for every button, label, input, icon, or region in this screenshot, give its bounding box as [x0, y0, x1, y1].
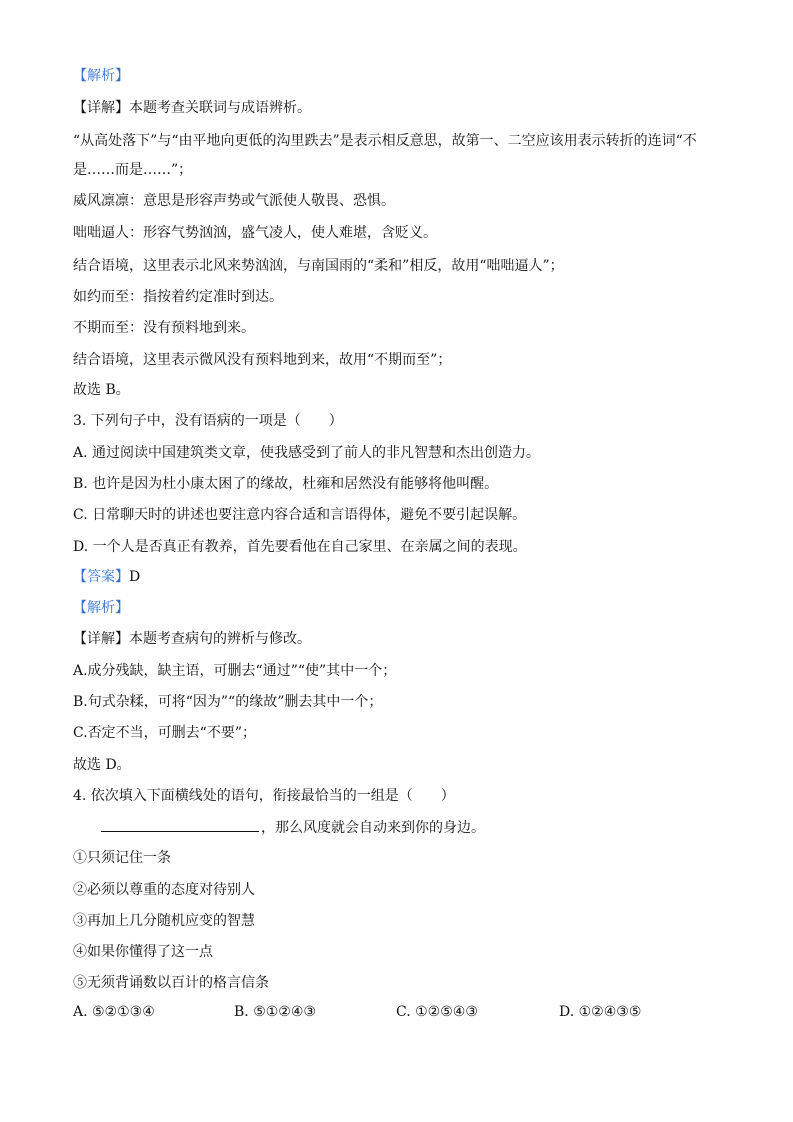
sentence-item-5: ⑤无须背诵数以百计的格言信条	[73, 975, 269, 991]
question-3-option-d: D. 一个人是否真正有教养，首先要看他在自己家里、在亲属之间的表现。	[73, 539, 527, 555]
question-4-option-a: A. ⑤②①③④	[73, 1004, 155, 1020]
sentence-item-1: ①只须记住一条	[73, 850, 171, 866]
sentence-item-2: ②必须以尊重的态度对待别人	[73, 882, 255, 898]
question-3-option-b: B. 也许是因为杜小康太困了的缘故，杜雍和居然没有能够将他叫醒。	[73, 476, 499, 492]
context-explanation: 结合语境，这里表示微风没有预料地到来，故用“不期而至”；	[73, 352, 452, 368]
question-4-options	[73, 1002, 713, 1022]
detail-line: 【详解】本题考查关联词与成语辨析。	[73, 100, 311, 116]
fill-blank-line	[101, 817, 259, 832]
answer-tag: 【答案】	[73, 569, 129, 585]
question-3-option-a: A. 通过阅读中国建筑类文章，使我感受到了前人的非凡智慧和杰出创造力。	[73, 445, 541, 461]
sentence-item-3: ③再加上几分随机应变的智慧	[73, 913, 255, 929]
fill-blank-sentence: ，那么风度就会自动来到你的身边。	[101, 817, 485, 838]
idiom-definition: 如约而至：指按着约定准时到达。	[73, 289, 283, 305]
idiom-definition: 咄咄逼人：形容气势汹汹，盛气凌人，使人难堪，含贬义。	[73, 225, 437, 241]
explanation-line: “从高处落下”与“由平地向更低的沟里跌去”是表示相反意思，故第一、二空应该用表示转折的连词“不	[73, 133, 697, 149]
question-4-option-c: C. ①②⑤④③	[396, 1004, 478, 1020]
question-4-option-d: D. ①②④③⑤	[559, 1004, 642, 1020]
question-4-option-b: B. ⑤①②④③	[234, 1004, 316, 1020]
detail-line: 【详解】本题考查病句的辨析与修改。	[73, 631, 311, 647]
analysis-item-c: C.否定不当，可删去“不要”；	[73, 725, 256, 741]
analysis-heading: 【解析】	[73, 600, 129, 616]
analysis-item-a: A.成分残缺，缺主语，可删去“通过”“使”其中一个；	[73, 663, 397, 679]
idiom-definition: 不期而至：没有预料地到来。	[73, 320, 255, 336]
analysis-heading: 【解析】	[73, 68, 129, 84]
context-explanation: 结合语境，这里表示北风来势汹汹，与南国雨的“柔和”相反，故用“咄咄逼人”；	[73, 258, 564, 274]
answer-line	[73, 567, 140, 587]
question-3-option-c: C. 日常聊天时的讲述也要注意内容合适和言语得体，避免不要引起误解。	[73, 507, 527, 523]
sentence-item-4: ④如果你懂得了这一点	[73, 944, 213, 960]
idiom-definition: 威风凛凛：意思是形容声势或气派使人敬畏、恐惧。	[73, 193, 395, 209]
analysis-item-b: B.句式杂糅，可将“因为”“的缘故”删去其中一个；	[73, 694, 383, 710]
answer-choice-line: 故选 B。	[73, 382, 130, 398]
answer-choice-line: 故选 D。	[73, 757, 131, 773]
answer-value: D	[129, 569, 141, 585]
explanation-line-cont: 是……而是……”；	[73, 162, 193, 178]
question-4-stem: 4. 依次填入下面横线处的语句，衔接最恰当的一组是（ ）	[73, 788, 455, 804]
question-3-stem: 3. 下列句子中，没有语病的一项是（ ）	[73, 413, 343, 429]
